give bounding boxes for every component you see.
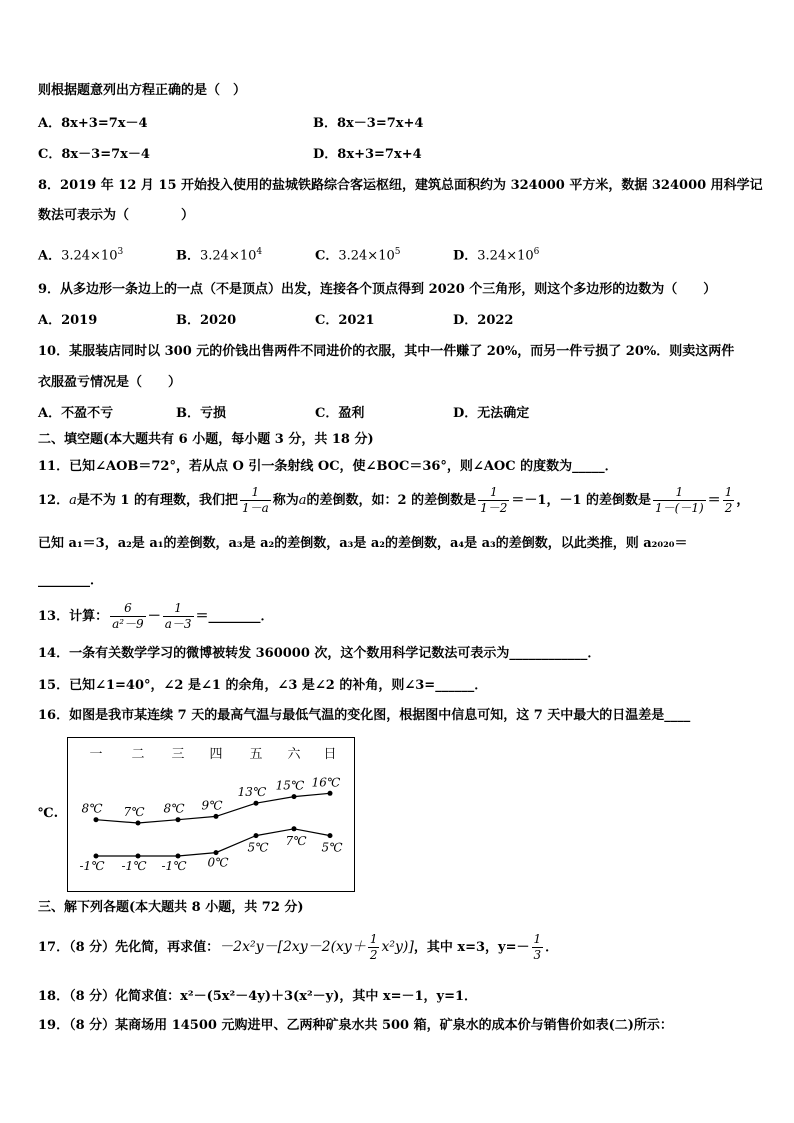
data-point — [214, 850, 219, 855]
data-point — [254, 833, 259, 838]
q10-line1: 10．某服装店同时以 300 元的价钱出售两件不同进价的衣服，其中一件赚了 20%，而另一件亏损了 20%．则卖这两件 — [38, 344, 735, 359]
section-2-heading: 二、填空题(本大题共有 6 小题，每小题 3 分，共 18 分) — [38, 432, 374, 447]
temperature-chart-svg — [68, 738, 354, 891]
fraction: $\frac{6}{\text{a²－9}}$ — [112, 601, 144, 631]
data-point — [328, 791, 333, 796]
day-label: 五 — [249, 747, 263, 762]
data-label: 5℃ — [321, 840, 343, 855]
data-label: 13℃ — [237, 785, 267, 800]
q11: 11．已知∠AOB＝72°，若从点 O 引一条射线 OC，使∠BOC＝36°，则∠AOC 的度数为_____． — [38, 459, 618, 474]
data-label: 8℃ — [81, 801, 103, 816]
data-point — [176, 817, 181, 822]
q12-line2: 已知 a₁＝3，a₂是 a₁的差倒数，a₃是 a₂的差倒数，a₃是 a₂的差倒数，a₄是 a₃的差倒数，以此类推，则 a₂₀₂₀＝ — [38, 536, 688, 551]
q16: 16．如图是我市某连续 7 天的最高气温与最低气温的变化图，根据图中信息可知，这 7 天中最大的日温差是____ — [38, 708, 691, 723]
q7-option-a: A．8x+3=7x－4 — [38, 116, 148, 131]
data-point — [254, 801, 259, 806]
data-point — [292, 826, 297, 831]
data-label: 8℃ — [163, 801, 185, 816]
q14: 14．一条有关数学学习的微博被转发 360000 次，这个数用科学记数法可表示为____________． — [38, 646, 601, 661]
q19: 19．（8 分）某商场用 14500 元购进甲、乙两种矿泉水共 500 箱，矿泉水的成本价与销售价如表(二)所示： — [38, 1018, 673, 1033]
day-label: 六 — [287, 747, 301, 762]
q13: 13．计算： $\frac{6}{\text{a²－9}}$ － $\frac{1}{a-3}$ ＝________． — [38, 601, 274, 631]
q7-stem: 则根据题意列出方程正确的是（ ） — [38, 83, 247, 98]
data-label: 5℃ — [247, 840, 269, 855]
q10-line2: 衣服盈亏情况是（ ） — [38, 375, 182, 390]
day-label: 三 — [171, 747, 185, 762]
fraction: $\frac{1}{1-2}$ — [480, 485, 508, 515]
q10-option-d: D．无法确定 — [453, 406, 530, 421]
q8-option-d: D．$3.24\times 10^6$ — [453, 247, 540, 264]
data-label: 15℃ — [275, 778, 305, 793]
data-label: -1℃ — [121, 859, 147, 873]
q8-line2: 数法可表示为（ ） — [38, 208, 195, 223]
data-point — [176, 854, 181, 859]
q12-line3: ________． — [38, 573, 104, 588]
q17: 17．（8 分）先化简，再求值：－2x²y－[2xy－2(xy＋ $\frac{1}{2}$ x²y)]，其中 x=3，y=－ $\frac{1}{3}$ ． — [38, 932, 559, 962]
q8-option-c: C．$3.24\times 10^5$ — [315, 247, 401, 264]
fraction: $\frac{1}{2}$ — [724, 485, 733, 515]
q8-option-a: A．$3.24\times 10^3$ — [38, 247, 124, 264]
temperature-chart — [67, 737, 355, 892]
fraction: $\frac{1}{2}$ — [369, 932, 378, 962]
day-label: 四 — [209, 747, 223, 762]
data-point — [214, 814, 219, 819]
q9-option-d: D．2022 — [453, 313, 514, 328]
fraction: $\frac{1}{a-3}$ — [164, 601, 192, 631]
q9-option-b: B．2020 — [176, 313, 237, 328]
q7-option-d: D．8x+3=7x+4 — [313, 147, 422, 162]
q7-option-c: C．8x－3=7x－4 — [38, 147, 150, 162]
data-point — [328, 833, 333, 838]
data-label: 16℃ — [311, 775, 341, 790]
q9-option-c: C．2021 — [315, 313, 375, 328]
data-label: 9℃ — [201, 798, 223, 813]
data-point — [94, 817, 99, 822]
q12-line1: 12．a是不为 1 的有理数，我们把 $\frac{1}{1-a}$ 称为a的差倒数，如：2 的差倒数是 $\frac{1}{1-2}$ ＝－1，－1 的差倒数是 $\frac{1}{1-(-1)}$ ＝ $\frac{1}{2}$ ， — [38, 485, 750, 515]
day-label: 二 — [131, 747, 145, 762]
data-label: -1℃ — [161, 859, 187, 873]
q9-option-a: A．2019 — [38, 313, 98, 328]
q10-option-b: B．亏损 — [176, 406, 226, 421]
data-label: 7℃ — [123, 805, 145, 819]
data-label: -1℃ — [79, 859, 105, 873]
fraction: $\frac{1}{1-(-1)}$ — [655, 485, 704, 515]
q9-stem: 9．从多边形一条边上的一点（不是顶点）出发，连接各个顶点得到 2020 个三角形，则这个多边形的边数为（ ） — [38, 282, 717, 297]
day-label: 日 — [323, 747, 337, 762]
y-axis-unit-label: ℃. — [38, 806, 59, 821]
q10-option-a: A．不盈不亏 — [38, 406, 114, 421]
fraction: $\frac{1}{3}$ — [533, 932, 542, 962]
data-point — [136, 854, 141, 859]
q8-option-b: B．$3.24\times 10^4$ — [176, 247, 263, 264]
data-label: 7℃ — [285, 833, 307, 848]
fraction: $\frac{1}{1-a}$ — [241, 485, 269, 515]
data-label: 0℃ — [207, 855, 229, 870]
day-label: 一 — [89, 747, 103, 762]
q18: 18．（8 分）化简求值：x²－(5x²－4y)＋3(x²－y)，其中 x=－1，y=1． — [38, 989, 478, 1004]
q7-option-b: B．8x－3=7x+4 — [313, 116, 424, 131]
data-point — [136, 821, 141, 826]
section-3-heading: 三、解下列各题(本大题共 8 小题，共 72 分) — [38, 900, 304, 915]
data-point — [292, 794, 297, 799]
q10-option-c: C．盈利 — [315, 406, 365, 421]
q8-line1: 8．2019 年 12 月 15 开始投入使用的盐城铁路综合客运枢纽，建筑总面积约为 324000 平方米，数据 324000 用科学记 — [38, 178, 763, 193]
data-point — [94, 854, 99, 859]
q15: 15．已知∠1=40°，∠2 是∠1 的余角，∠3 是∠2 的补角，则∠3=______． — [38, 678, 488, 693]
